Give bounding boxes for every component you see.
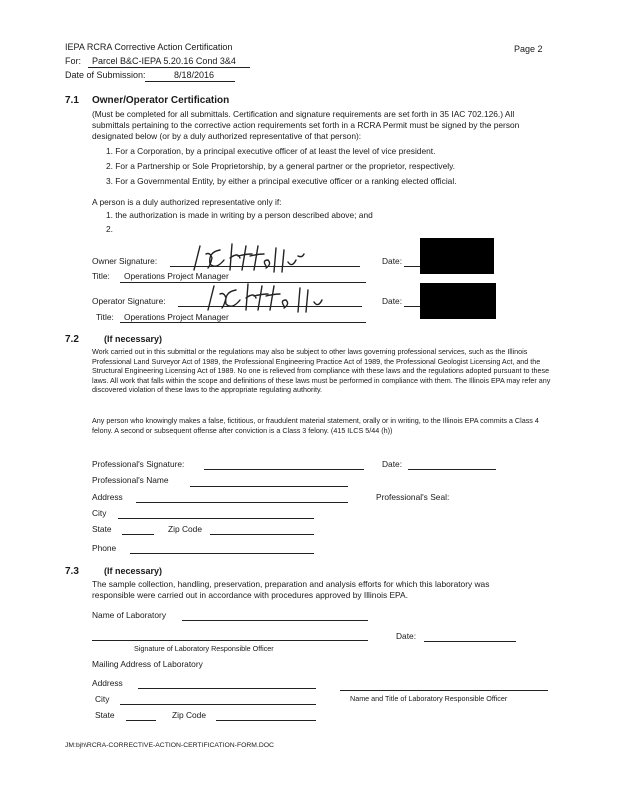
laboratory-officer-signature-label: Signature of Laboratory Responsible Officer	[134, 644, 274, 653]
section-7-3-paragraph: The sample collection, handling, preservation, preparation and analysis efforts for which this laboratory was responsible were carried out in accordance with procedures approved by Illinois EPA.	[92, 579, 490, 600]
laboratory-city-line[interactable]	[120, 704, 316, 705]
operator-signature-label: Operator Signature:	[92, 296, 166, 306]
section-7-3-number: 7.3	[65, 566, 79, 577]
professional-city-label: City	[92, 508, 107, 518]
operator-signature	[196, 280, 336, 314]
section-7-1-item-1: 1. For a Corporation, by a principal executive officer of at least the level of vice president.	[106, 146, 436, 156]
professional-zip-line[interactable]	[210, 534, 314, 535]
professional-address-label: Address	[92, 492, 123, 502]
laboratory-mailing-label: Mailing Address of Laboratory	[92, 659, 203, 669]
operator-title-label: Title:	[96, 312, 114, 322]
laboratory-city-label: City	[95, 694, 110, 704]
section-7-1-intro: (Must be completed for all submittals. Certification and signature requirements are set forth in 35 IAC 702.126.) All submittals pertaining to the corrective action requirements set forth in a RCRA Permit must be signed by the person designated below (or by a duly authorized representative of that person):	[92, 109, 520, 142]
rep-item-1: 1. the authorization is made in writing by a person described above; and	[106, 210, 373, 220]
laboratory-state-label: State	[95, 710, 115, 720]
professional-phone-line[interactable]	[130, 553, 314, 554]
professional-seal-label: Professional's Seal:	[376, 492, 450, 502]
section-7-2-heading: (If necessary)	[104, 334, 163, 344]
laboratory-officer-signature-line[interactable]	[92, 640, 368, 641]
section-7-1-item-2: 2. For a Partnership or Sole Proprietorship, by a general partner or the proprietor, respectively.	[106, 161, 455, 171]
laboratory-zip-label: Zip Code	[172, 710, 206, 720]
owner-signature	[180, 240, 330, 274]
section-7-1-number: 7.1	[65, 95, 79, 106]
rep-item-2: 2.	[106, 224, 113, 234]
laboratory-officer-name-line[interactable]	[340, 690, 548, 691]
for-value: Parcel B&C-IEPA 5.20.16 Cond 3&4	[92, 56, 236, 66]
submission-date-label: Date of Submission:	[65, 70, 146, 80]
laboratory-zip-line[interactable]	[216, 720, 316, 721]
submission-date-value: 8/18/2016	[174, 70, 215, 80]
operator-date-redaction	[420, 283, 496, 319]
section-7-2-number: 7.2	[65, 334, 79, 345]
professional-name-label: Professional's Name	[92, 475, 169, 485]
owner-date-label: Date:	[382, 256, 403, 266]
laboratory-address-label: Address	[92, 678, 123, 688]
submission-date-underline	[145, 81, 235, 82]
owner-signature-label: Owner Signature:	[92, 256, 158, 266]
professional-state-line[interactable]	[122, 534, 154, 535]
professional-zip-label: Zip Code	[168, 524, 202, 534]
operator-title-line[interactable]	[120, 322, 366, 323]
section-7-1-item-3: 3. For a Governmental Entity, by either a principal executive officer or a ranking elected official.	[106, 176, 457, 186]
professional-state-label: State	[92, 524, 112, 534]
professional-address-line[interactable]	[136, 502, 348, 503]
laboratory-date-label: Date:	[396, 631, 417, 641]
professional-signature-line[interactable]	[204, 469, 364, 470]
professional-date-line[interactable]	[408, 469, 496, 470]
laboratory-name-line[interactable]	[182, 620, 368, 621]
section-7-1-heading: Owner/Operator Certification	[92, 95, 230, 106]
professional-city-line[interactable]	[118, 518, 314, 519]
footer-file-path: JM:bjh\RCRA-CORRECTIVE-ACTION-CERTIFICATION-FORM.DOC	[65, 742, 274, 749]
page-number: Page 2	[514, 44, 543, 54]
laboratory-state-line[interactable]	[126, 720, 156, 721]
owner-title-value: Operations Project Manager	[124, 271, 229, 281]
professional-name-line[interactable]	[190, 486, 348, 487]
owner-date-redaction	[420, 238, 494, 274]
section-7-2-paragraph-2: Any person who knowingly makes a false, fictitious, or fraudulent material statement, orally or in writing, to the Illinois EPA commits a Class 4 felony. A second or subsequent offense after conviction is a Class 3 felony. (415 ILCS 5/44 (h))	[92, 416, 539, 435]
professional-phone-label: Phone	[92, 543, 117, 553]
laboratory-date-line[interactable]	[424, 641, 516, 642]
laboratory-name-label: Name of Laboratory	[92, 610, 167, 620]
section-7-3-heading: (If necessary)	[104, 566, 163, 576]
owner-title-label: Title:	[92, 271, 110, 281]
professional-date-label: Date:	[382, 459, 403, 469]
operator-date-label: Date:	[382, 296, 403, 306]
laboratory-address-line[interactable]	[138, 688, 316, 689]
for-label: For:	[65, 56, 82, 66]
for-underline	[88, 67, 250, 68]
section-7-2-paragraph-1: Work carried out in this submittal or the regulations may also be subject to other laws governing professional services, such as the Illinois Professional Land Surveyor Act of 1989, the Professional Engineering Practice Act of 1989, the Professional Geologist Licensing Act, and the Structural Engineering Licensing Act of 1989. No one is relieved from compliance with these laws and the regulations adopted pursuant to these laws. All work that falls within the scope and definitions of these laws must be performed in compliance with them. The Illinois EPA may refer any discovered violation of these laws to the appropriate regulating authority.	[92, 347, 551, 395]
operator-title-value: Operations Project Manager	[124, 312, 229, 322]
laboratory-officer-name-label: Name and Title of Laboratory Responsible Officer	[350, 694, 508, 703]
professional-signature-label: Professional's Signature:	[92, 459, 185, 469]
rep-intro: A person is a duly authorized representative only if:	[92, 197, 282, 207]
form-title: IEPA RCRA Corrective Action Certification	[65, 42, 233, 52]
